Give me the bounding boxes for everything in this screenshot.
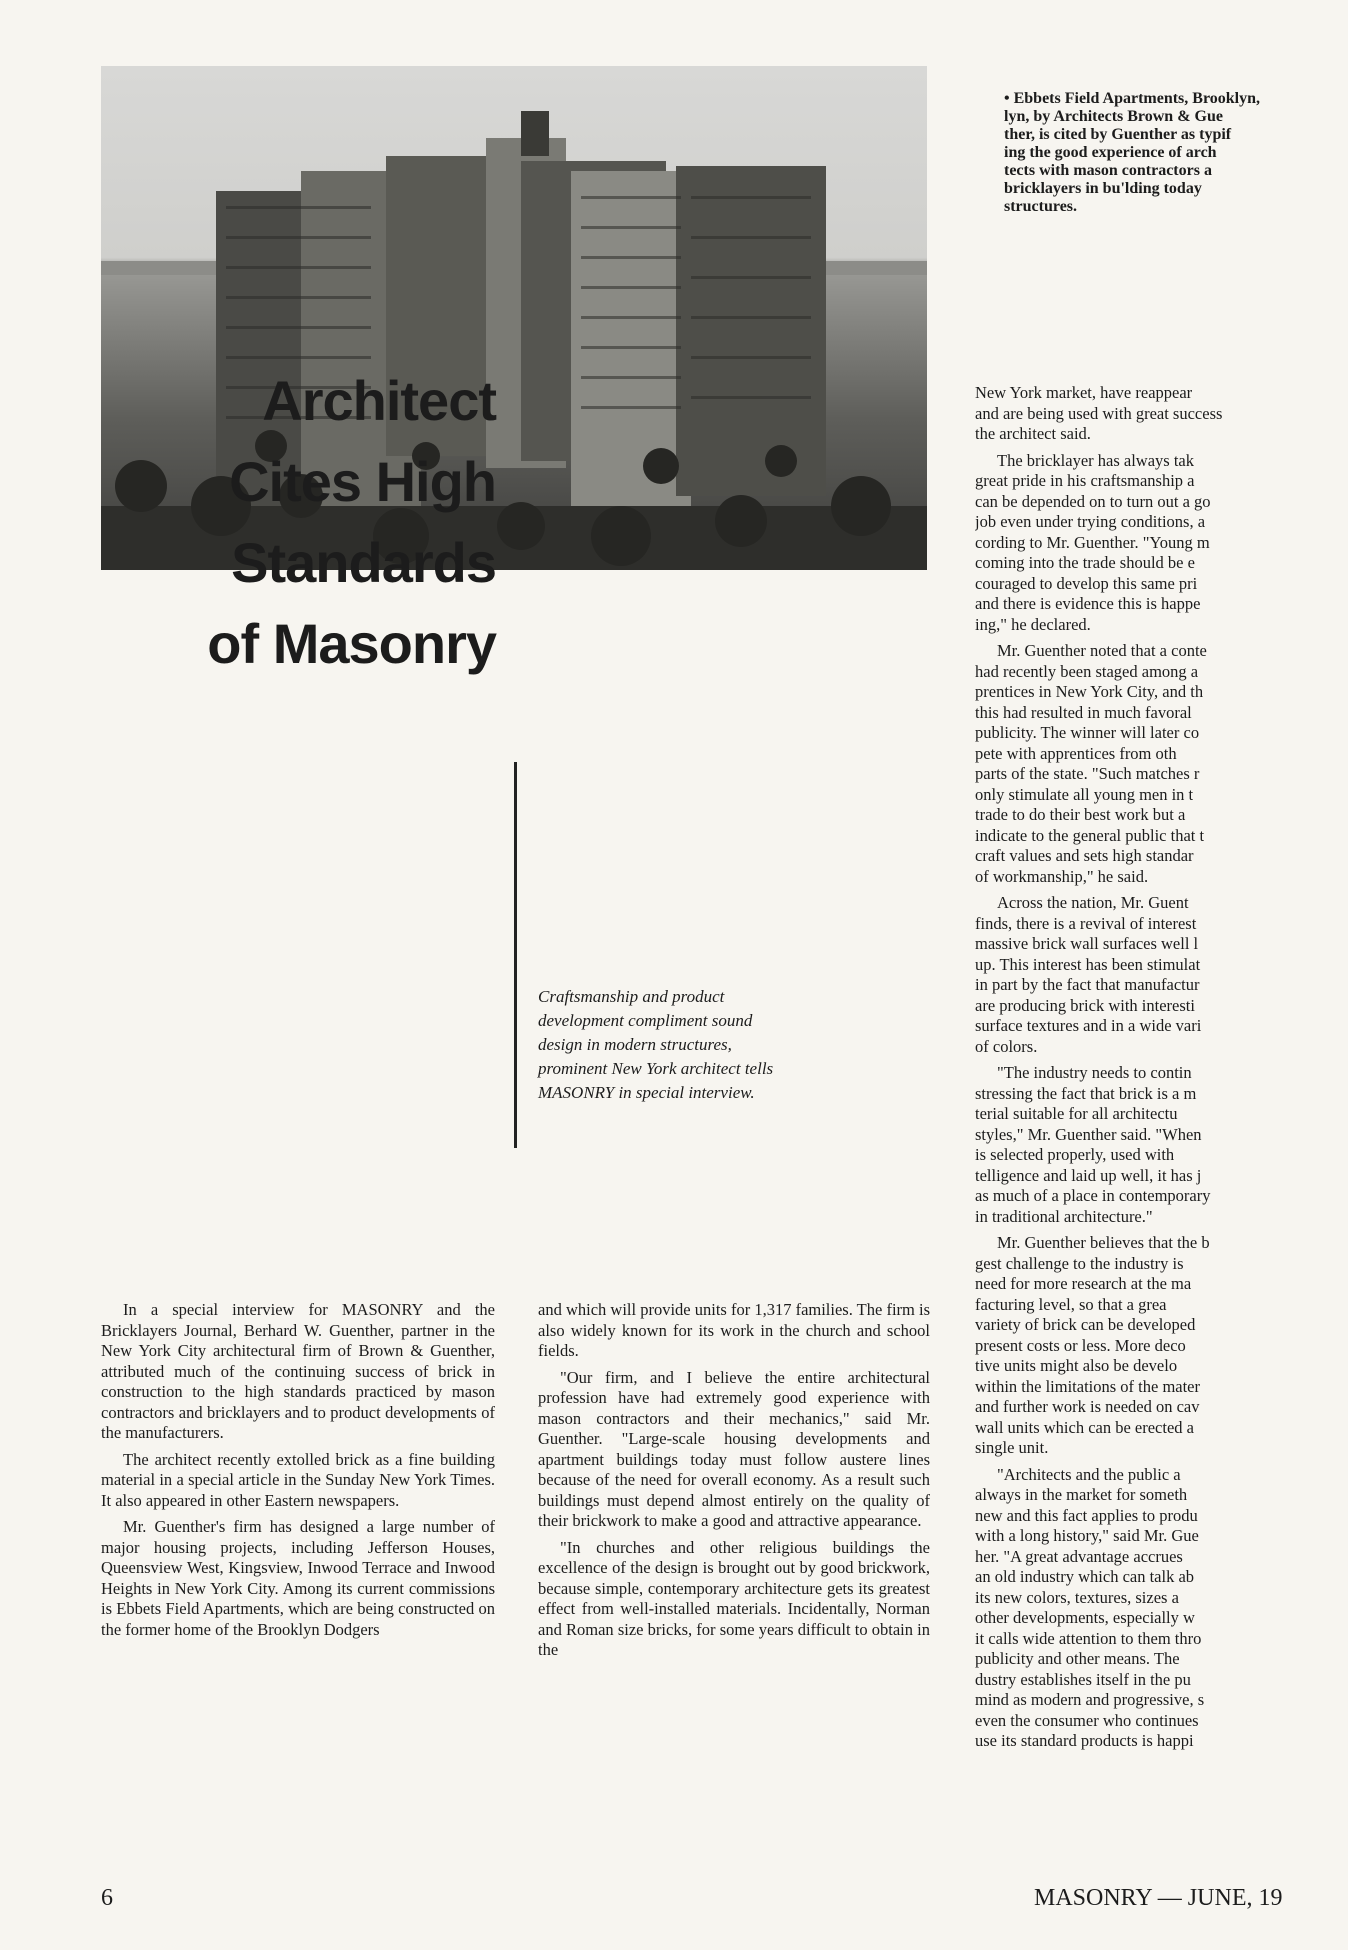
paragraph: The bricklayer has always tak great pride in his craftsmanship a can be depended on to turn out a go job even under trying conditions, a cording to Mr. Guenther. "Young m coming into the trade should be e couraged to develop this same pri and there is evidence this is happe ing," he declared.: [975, 450, 1211, 634]
article-deck: Craftsmanship and product development compliment sound design in modern structures, prominent New York architect tells MASONRY in special interview.: [538, 987, 774, 1102]
page-number: 6: [101, 1885, 113, 1911]
paragraph: Mr. Guenther's firm has designed a large number of major housing projects, including Jefferson Houses, Queensview West, Kingsview, Inwood Terrace and Inwood Heights in New York City. Among its current commissions is Ebbets Field Apartments, which are being constructed on the former home of the Brooklyn Dodgers: [101, 1517, 495, 1639]
paragraph: "The industry needs to contin stressing the fact that brick is a m terial suitable for all architectu styles," Mr. Guenther said. "When is selected properly, used with telligence and laid up well, it has j as much of a place in contemporary in traditional architecture.": [975, 1063, 1211, 1226]
paragraph: New York market, have reappear and are being used with great success the architect said.: [975, 383, 1223, 443]
paragraph: Across the nation, Mr. Guent finds, there is a revival of interest massive brick wall surfaces well l up. This interest has been stimulat in part by the fact that manufactur are producing brick with interesti surface textures and in a wide vari of colors.: [975, 893, 1202, 1056]
photo-caption: • Ebbets Field Apartments, Brooklyn, lyn, by Architects Brown & Gue ther, is cited by Guenther as typif ing the good experience of arch tects with mason contractors a bricklayers in bu'lding today structures.: [1004, 90, 1260, 215]
headline-divider: [514, 762, 517, 1148]
paragraph: and which will provide units for 1,317 families. The firm is also widely known for its work in the church and school fields.: [538, 1300, 930, 1360]
article-headline: Architect Cites High Standards of Masonry: [207, 369, 496, 675]
paragraph: "Architects and the public a always in the market for someth new and this fact applies to produ with a long history," said Mr. Gue her. "A great advantage accrues an old industry which can talk ab its new colors, textures, sizes a other developments, especially w it calls wide attention to them thro publicity and other means. The dustry establishes itself in the pu mind as modern and progressive, s even the consumer who continues use its standard products is happi: [975, 1464, 1205, 1750]
paragraph: Mr. Guenther believes that the b gest challenge to the industry is need for more research at the ma facturing level, so that a grea variety of brick can be developed present costs or less. More deco tive units might also be develo within the limitations of the mater and further work is needed on cav wall units which can be erected a single unit.: [975, 1233, 1210, 1457]
body-column-3: [975, 383, 1348, 1758]
running-footer: MASONRY — JUNE, 19: [1034, 1885, 1283, 1911]
paragraph: The architect recently extolled brick as a fine building material in a special article in the Sunday New York Times. It also appeared in other Eastern newspapers.: [101, 1449, 495, 1510]
body-column-1: [101, 1300, 495, 1646]
body-column-2: [538, 1300, 930, 1667]
paragraph: Mr. Guenther noted that a conte had recently been staged among a prentices in New York City, and th this had resulted in much favoral publicity. The winner will later co pete with apprentices from oth parts of the state. "Such matches r only stimulate all young men in t trade to do their best work but a indicate to the general public that t craft values and sets high standar of workmanship," he said.: [975, 641, 1207, 886]
paragraph: In a special interview for MASONRY and the Bricklayers Journal, Berhard W. Guenther, partner in the New York City architectural firm of Brown & Guenther, attributed much of the continuing success of brick in construction to the high standards practiced by mason contractors and bricklayers and to product developments of the manufacturers.: [101, 1300, 495, 1442]
paragraph: "Our firm, and I believe the entire architectural profession have had extremely good experience with mason contractors and their mechanics," said Mr. Guenther. "Large-scale housing developments and apartment buildings today must follow austere lines because of the need for overall economy. As a result such buildings must depend almost entirely on the quality of their brickwork to make a good and attractive appearance.: [538, 1367, 930, 1530]
paragraph: "In churches and other religious buildings the excellence of the design is brought out by good brickwork, because simple, contemporary architecture gets its greatest effect from well-installed materials. Incidentally, Norman and Roman size bricks, for some years difficult to obtain in the: [538, 1537, 930, 1659]
